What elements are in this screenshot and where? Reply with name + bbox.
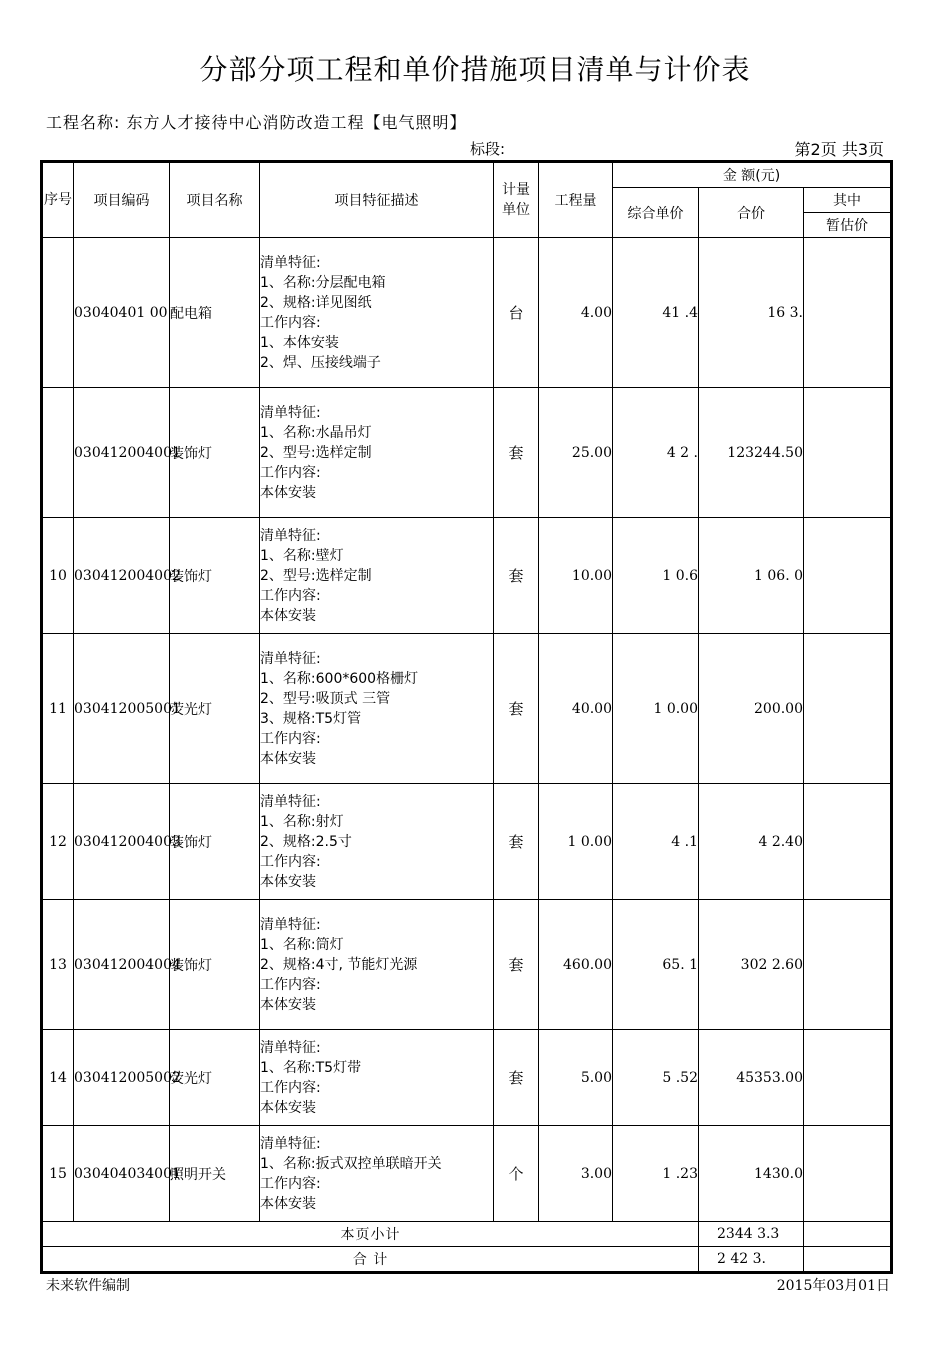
header-total: 合价 (699, 188, 804, 238)
table-row (42, 1126, 892, 1222)
header-desc: 项目特征描述 (260, 162, 494, 238)
row-unit-price: 65. 1 (613, 900, 699, 1030)
description-line: 本体安装 (260, 996, 316, 1013)
row-unit: 套 (494, 388, 539, 518)
description-line: 2、焊、压接线端子 (260, 354, 381, 371)
description-line: 2、规格:详见图纸 (260, 294, 372, 311)
row-unit-price: 4 .1 (613, 784, 699, 900)
row-provisional (804, 518, 892, 634)
header-unit-price: 综合单价 (613, 188, 699, 238)
description-line: 工作内容: (260, 1079, 321, 1096)
description-line: 2、型号:选样定制 (260, 444, 372, 461)
row-name: 配电箱 (170, 238, 260, 388)
row-description (260, 1126, 494, 1222)
table-row (42, 238, 892, 388)
row-description (260, 238, 494, 388)
table-row (42, 518, 892, 634)
bill-table (40, 160, 893, 1274)
description-line: 本体安装 (260, 1099, 316, 1116)
description-line: 工作内容: (260, 1175, 321, 1192)
description-line: 本体安装 (260, 1195, 316, 1212)
row-quantity: 25.00 (539, 388, 613, 518)
row-unit-price: 5 .52 (613, 1030, 699, 1126)
row-quantity: 40.00 (539, 634, 613, 784)
software-credit: 未来软件编制 (46, 1278, 130, 1294)
row-name: 荧光灯 (170, 634, 260, 784)
report-date: 2015年03月01日 (776, 1278, 890, 1294)
grand-total-label: 合 计 (42, 1247, 699, 1273)
table-row (42, 784, 892, 900)
row-name: 装饰灯 (170, 518, 260, 634)
row-code: 030412004004 (74, 900, 170, 1030)
row-seq: 15 (42, 1126, 74, 1222)
subtotal-row (42, 1222, 892, 1247)
row-provisional (804, 238, 892, 388)
description-line: 1、名称:筒灯 (260, 936, 344, 953)
row-seq: 14 (42, 1030, 74, 1126)
page-info: 第2页 共3页 (794, 140, 884, 159)
row-unit-price: 1 0.00 (613, 634, 699, 784)
table-row (42, 634, 892, 784)
row-seq (42, 388, 74, 518)
row-unit: 套 (494, 634, 539, 784)
description-line: 1、名称:扳式双控单联暗开关 (260, 1155, 442, 1172)
row-provisional (804, 784, 892, 900)
header-amount-group: 金 额(元) (613, 162, 892, 188)
subtotal-provisional (804, 1222, 892, 1247)
row-description (260, 388, 494, 518)
description-line: 工作内容: (260, 976, 321, 993)
row-total: 16 3. (699, 238, 804, 388)
row-provisional (804, 388, 892, 518)
row-name: 荧光灯 (170, 1030, 260, 1126)
description-line: 本体安装 (260, 750, 316, 767)
description-line: 3、规格:T5灯管 (260, 710, 362, 727)
row-total: 123244.50 (699, 388, 804, 518)
description-line: 清单特征: (260, 254, 321, 271)
description-line: 工作内容: (260, 853, 321, 870)
row-seq: 11 (42, 634, 74, 784)
row-unit: 套 (494, 1030, 539, 1126)
row-unit: 套 (494, 900, 539, 1030)
subtotal-value: 2344 3.3 (699, 1222, 804, 1247)
description-line: 1、名称:600*600格栅灯 (260, 670, 419, 687)
table-row (42, 900, 892, 1030)
description-line: 清单特征: (260, 527, 321, 544)
grand-total-value: 2 42 3. (699, 1247, 804, 1273)
row-total: 302 2.60 (699, 900, 804, 1030)
description-line: 1、名称:壁灯 (260, 547, 344, 564)
row-provisional (804, 900, 892, 1030)
row-unit-price: 1 .23 (613, 1126, 699, 1222)
header-provisional: 暂估价 (804, 213, 892, 238)
description-line: 1、本体安装 (260, 334, 339, 351)
row-quantity: 4.00 (539, 238, 613, 388)
row-quantity: 1 0.00 (539, 784, 613, 900)
row-description (260, 900, 494, 1030)
row-code: 03040401 00 (74, 238, 170, 388)
row-quantity: 3.00 (539, 1126, 613, 1222)
row-total: 4 2.40 (699, 784, 804, 900)
row-unit: 台 (494, 238, 539, 388)
row-code: 030412005002 (74, 1030, 170, 1126)
row-name: 装饰灯 (170, 388, 260, 518)
description-line: 清单特征: (260, 650, 321, 667)
row-description (260, 518, 494, 634)
row-provisional (804, 1030, 892, 1126)
description-line: 2、型号:吸顶式 三管 (260, 690, 391, 707)
row-unit-price: 1 0.6 (613, 518, 699, 634)
header-of-which: 其中 (804, 188, 892, 213)
row-code: 030412004002 (74, 518, 170, 634)
description-line: 2、规格:2.5寸 (260, 833, 352, 850)
header-name: 项目名称 (170, 162, 260, 238)
row-unit: 套 (494, 518, 539, 634)
header-unit: 计量单位 (494, 162, 539, 238)
description-line: 1、名称:T5灯带 (260, 1059, 362, 1076)
table-row (42, 1030, 892, 1126)
grand-total-row (42, 1247, 892, 1273)
row-provisional (804, 1126, 892, 1222)
row-seq (42, 238, 74, 388)
subtotal-label: 本页小计 (42, 1222, 699, 1247)
header-seq: 序号 (42, 162, 74, 238)
row-unit: 套 (494, 784, 539, 900)
row-seq: 13 (42, 900, 74, 1030)
row-quantity: 5.00 (539, 1030, 613, 1126)
description-line: 2、型号:选样定制 (260, 567, 372, 584)
row-total: 1430.0 (699, 1126, 804, 1222)
grand-total-provisional (804, 1247, 892, 1273)
description-line: 清单特征: (260, 1135, 321, 1152)
description-line: 工作内容: (260, 587, 321, 604)
section-label: 标段: (470, 140, 506, 158)
row-description (260, 634, 494, 784)
description-line: 清单特征: (260, 793, 321, 810)
description-line: 工作内容: (260, 730, 321, 747)
row-code: 030412005001 (74, 634, 170, 784)
row-code: 030404034001 (74, 1126, 170, 1222)
description-line: 1、名称:水晶吊灯 (260, 424, 372, 441)
row-quantity: 460.00 (539, 900, 613, 1030)
row-unit-price: 4 2 . (613, 388, 699, 518)
row-name: 装饰灯 (170, 784, 260, 900)
row-description (260, 1030, 494, 1126)
row-total: 200.00 (699, 634, 804, 784)
row-provisional (804, 634, 892, 784)
row-unit-price: 41 .4 (613, 238, 699, 388)
row-name: 照明开关 (170, 1126, 260, 1222)
description-line: 清单特征: (260, 404, 321, 421)
description-line: 本体安装 (260, 484, 316, 501)
description-line: 本体安装 (260, 607, 316, 624)
row-total: 1 06. 0 (699, 518, 804, 634)
row-total: 45353.00 (699, 1030, 804, 1126)
row-unit: 个 (494, 1126, 539, 1222)
rows-body (42, 238, 892, 1222)
table-row (42, 388, 892, 518)
row-quantity: 10.00 (539, 518, 613, 634)
row-code: 030412004001 (74, 388, 170, 518)
description-line: 1、名称:射灯 (260, 813, 344, 830)
description-line: 本体安装 (260, 873, 316, 890)
description-line: 工作内容: (260, 314, 321, 331)
description-line: 1、名称:分层配电箱 (260, 274, 386, 291)
row-description (260, 784, 494, 900)
page-title: 分部分项工程和单价措施项目清单与计价表 (199, 53, 751, 86)
description-line: 清单特征: (260, 1039, 321, 1056)
description-line: 工作内容: (260, 464, 321, 481)
project-name: 工程名称: 东方人才接待中心消防改造工程【电气照明】 (46, 113, 467, 132)
description-line: 清单特征: (260, 916, 321, 933)
row-seq: 12 (42, 784, 74, 900)
row-code: 030412004003 (74, 784, 170, 900)
row-seq: 10 (42, 518, 74, 634)
description-line: 2、规格:4寸, 节能灯光源 (260, 956, 418, 973)
row-name: 装饰灯 (170, 900, 260, 1030)
header-code: 项目编码 (74, 162, 170, 238)
header-qty: 工程量 (539, 162, 613, 238)
